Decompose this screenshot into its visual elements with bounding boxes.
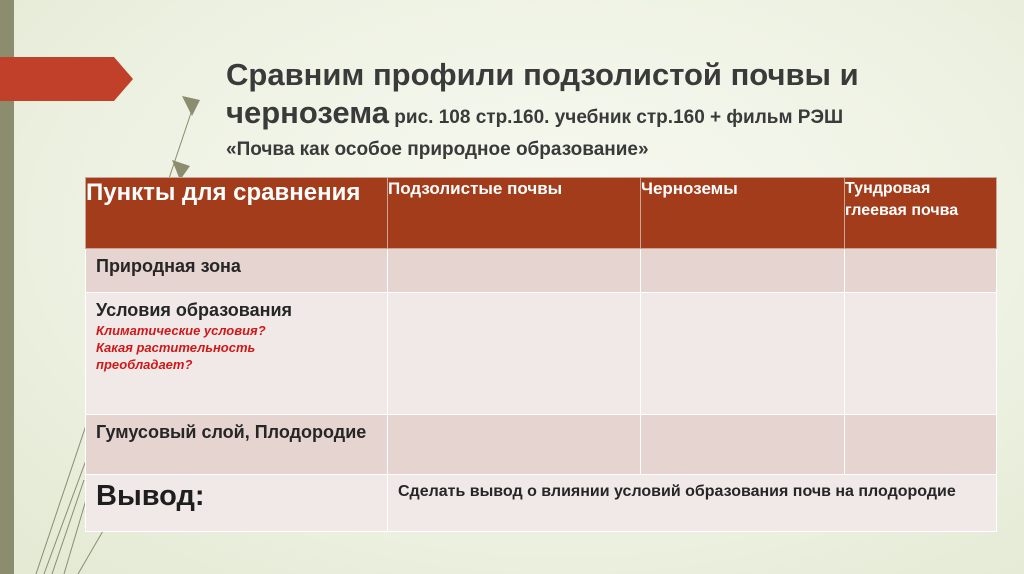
table-cell[interactable]	[845, 293, 997, 415]
table-cell[interactable]	[388, 293, 641, 415]
table-cell[interactable]	[388, 415, 641, 475]
row-hint: Какая растительность	[96, 340, 256, 355]
row-label: Природная зона	[96, 256, 241, 276]
conclusion-row	[86, 475, 997, 532]
conclusion-text: Сделать вывод о влиянии условий образования почв на плодородие	[398, 483, 956, 500]
table-row	[86, 249, 997, 293]
conclusion-label-cell	[86, 475, 388, 532]
header-chernozem: Черноземы	[641, 178, 845, 249]
comparison-table	[85, 177, 997, 532]
row-label-cell	[86, 415, 388, 475]
header-criteria: Пункты для сравнения	[86, 178, 388, 249]
table-cell[interactable]	[845, 249, 997, 293]
conclusion-text-cell	[388, 475, 997, 532]
title-line-2-reference: рис. 108 стр.160. учебник стр.160 + фильм РЭШ	[389, 107, 844, 128]
row-label-cell	[86, 249, 388, 293]
slide-title	[226, 56, 986, 163]
table-cell[interactable]	[641, 415, 845, 475]
table-row	[86, 415, 997, 475]
row-label-cell	[86, 293, 388, 415]
table-cell[interactable]	[845, 415, 997, 475]
header-tundra: Тундровая глеевая почва	[845, 178, 997, 249]
table-cell[interactable]	[388, 249, 641, 293]
title-line-3: «Почва как особое природное образование»	[226, 139, 649, 160]
row-label: Условия образования	[96, 300, 293, 320]
conclusion-label: Вывод:	[96, 480, 205, 512]
title-line-1: Сравним профили подзолистой почвы и	[226, 57, 859, 92]
table-row	[86, 293, 997, 415]
table-header-row	[86, 178, 997, 249]
row-hint: преобладает?	[96, 357, 193, 372]
table-cell[interactable]	[641, 249, 845, 293]
title-line-2-main: чернозема	[226, 95, 390, 130]
title-line-2	[226, 95, 843, 130]
header-podzolic: Подзолистые почвы	[388, 178, 641, 249]
row-hint: Климатические условия?	[96, 323, 266, 338]
row-label: Гумусовый слой, Плодородие	[96, 422, 367, 442]
table-cell[interactable]	[641, 293, 845, 415]
